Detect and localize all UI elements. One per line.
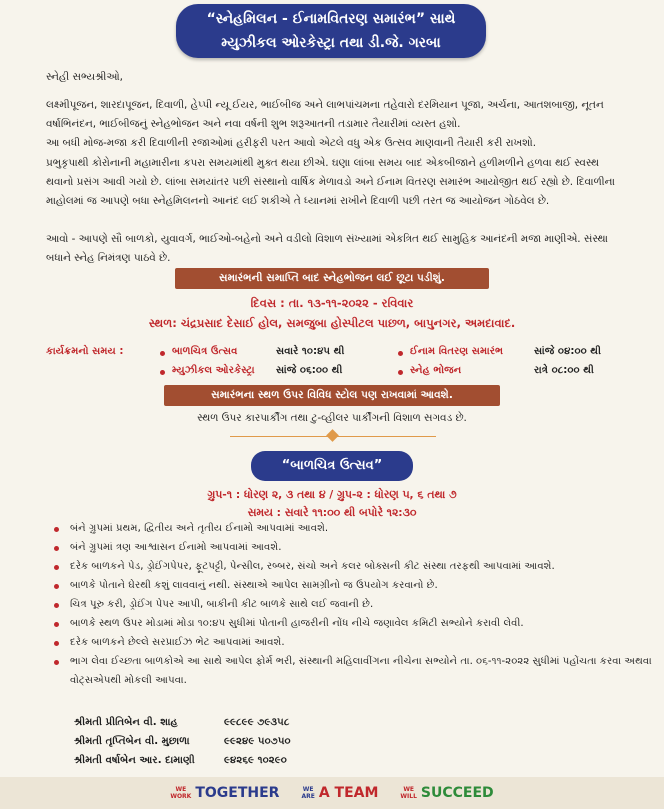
rule-item: બંને ગ્રુપમાં પ્રથમ, દ્વિતીય અને તૃતીય ઈનામો આપવામાં આવશે. <box>52 519 652 538</box>
date-line: દિવસ : તા. ૧૩-૧૧-૨૦૨૨ - રવિવાર <box>250 296 414 310</box>
time-line: સમય : સવારે ૧૧:૦૦ થી બપોરે ૧૨:૩૦ <box>247 506 417 519</box>
program-item-name: મ્યુઝીકલ ઓરકેસ્ટ્રા <box>172 365 255 376</box>
program-bullet <box>160 351 165 356</box>
contact-row <box>74 732 291 751</box>
contacts-list <box>74 713 291 770</box>
program-bullet <box>398 370 403 375</box>
rule-item: ચિત્ર પૂરુ કરી, ડ્રોઈંગ પેપર આપી, બાકીની કીટ બાળકે સાથે લઈ જવાની છે. <box>52 595 652 614</box>
rule-item: ભાગ લેવા ઈચ્છતા બાળકોએ આ સાથે આપેલ ફોર્મ ભરી, સંસ્થાની મહિલાવીંગના નીચેના સભ્યોને તા. ૦૬-૧૧-૨૦૨૨ સુધીમાં પહોંચતા કરવા અથવા વોટ્સએપથી મોકલી આપવા. <box>52 652 652 690</box>
program-item-time: સાંજે ૦૪:૦૦ થી <box>534 346 601 357</box>
notice-bar: સમારંભની સમાપ્તિ બાદ સ્નેહભોજન લઈ છૂટા પડીશું. <box>175 268 489 289</box>
program-bullet <box>160 370 165 375</box>
stall-bar: સમારંભના સ્થળ ઉપર વિવિધ સ્ટોલ પણ રાખવામાં આવશે. <box>164 385 500 406</box>
rule-item: દરેક બાળકને છેલ્લે સરપ્રાઈઝ ભેટ આપવામાં આવશે. <box>52 633 652 652</box>
program-item-time: સાંજે ૦૬:૦૦ થી <box>276 365 343 376</box>
contact-name: શ્રીમતી તૃપ્તિબેન વી. મુછાળા <box>74 736 190 747</box>
program-bullet <box>398 351 403 356</box>
slogan-small-word: WE <box>175 786 187 793</box>
title-line-2: મ્યુઝીકલ ઓરકેસ્ટ્રા તથા ડી.જે. ગરબા <box>221 35 441 51</box>
title-banner <box>176 4 486 58</box>
venue-line: સ્થળ: ચંદ્રપ્રસાદ દેસાઈ હોલ, સમજુબા હોસ્પીટલ પાછળ, બાપુનગર, અમદાવાદ. <box>148 316 516 330</box>
program-item-name: ઈનામ વિતરણ સમારંભ <box>410 346 504 357</box>
rules-list <box>52 519 652 690</box>
slogan-small-word: WILL <box>400 793 417 800</box>
slogan-small-word: WE <box>302 786 314 793</box>
groups-line: ગ્રુપ-૧ : ધોરણ ૨, ૩ તથા ૪ / ગ્રુપ-૨ : ધોરણ ૫, ૬ તથા ૭ <box>207 488 457 501</box>
contact-row <box>74 713 291 732</box>
paragraph-3: પ્રભુકૃપાથી કોરોનાની મહામારીના કપરા સમયમાંથી મુક્ત થયા છીએ. ઘણા લાંબા સમય બાદ એકબીજાને હળીમળીને હળવા થઈ સ્વસ્થ થવાનો પ્રસંગ આવી ગયો છે. લાંબા સમયાંતર પછી સંસ્થાનો વાર્ષિક મેળાવડો અને ઈનામ વિતરણ સમારંભ આયોજીત થઈ રહ્યો છે. દિવાળીના માહોલમાં જ આપણે બધા સ્નેહમિલનનો આનંદ લઈ શકીએ તે ધ્યાનમાં રાખીને દિવાળી પછી તરત જ આયોજન ગોઠવેલ છે. <box>46 157 615 207</box>
slogan-together <box>170 785 279 801</box>
footer-slogans <box>0 777 664 809</box>
subtitle-banner: “બાળચિત્ર ઉત્સવ” <box>251 451 413 481</box>
divider-diamond <box>326 429 339 442</box>
slogan-small-word: WE <box>403 786 415 793</box>
contact-phone: ૯૪૨૬૯ ૧૦૨૯૦ <box>224 755 287 766</box>
title-line-1: “સ્નેહમિલન - ઈનામવિતરણ સમારંભ” સાથે <box>206 11 456 27</box>
contact-row <box>74 751 291 770</box>
slogan-big-word: A TEAM <box>318 785 379 801</box>
paragraph-2: આ બધી મોજ-મજા કરી દિવાળીની રજાઓમાં હરીફરી પરત આવો એટલે વધુ એક ઉત્સવ માણવાની તૈયારી કરી રાખશો. <box>46 137 537 149</box>
parking-line: સ્થળ ઉપર કારપાર્કીંગ તથા ટુ-વ્હીલર પાર્કીંગની વિશાળ સગવડ છે. <box>197 412 467 424</box>
paragraph-1: લક્ષ્મીપૂજન, શારદાપૂજન, દિવાળી, હેપ્પી ન્યૂ ઈયર, ભાઈબીજ અને લાભપાંચમના તહેવારો દરમિયાન પૂજા, અર્ચના, આતશબાજી, નૂતન વર્ષાભિનંદન, ભાઈબીજનું સ્નેહભોજન અને નવા વર્ષની શુભ શરૂઆતની તડામાર તૈયારીમાં વ્યસ્ત હશો. <box>46 99 604 130</box>
contact-name: શ્રીમતી પ્રીતિબેન વી. શાહ <box>74 717 178 728</box>
program-item-name: સ્નેહ ભોજન <box>410 365 462 376</box>
slogan-team <box>301 785 378 801</box>
contact-phone: ૯૯૮૯૯ ૭૯૩૫૮ <box>224 717 290 728</box>
program-item-time: સવારે ૧૦:૪૫ થી <box>276 346 345 357</box>
rule-item: બંને ગ્રુપમાં ત્રણ આશ્વાસન ઈનામો આપવામાં આવશે. <box>52 538 652 557</box>
contact-phone: ૯૯૨૪૯ ૫૦૭૫૦ <box>224 736 291 747</box>
rule-item: દરેક બાળકને પેડ, ડ્રોઈંગપેપર, ફૂટપટ્ટી, પેન્સીલ, રબ્બર, સંચો અને કલર બોક્સની કીટ સંસ્થા તરફથી આપવામાં આવશે. <box>52 557 652 576</box>
slogan-small-word: WORK <box>170 793 192 800</box>
slogan-small-word: ARE <box>301 793 315 800</box>
contact-name: શ્રીમતી વર્ષાબેન આર. દામાણી <box>74 755 195 766</box>
rule-item: બાળકે પોતાને ઘેરથી કશું લાવવાનું નથી. સંસ્થાએ આપેલ સામગ્રીનો જ ઉપયોગ કરવાનો છે. <box>52 576 652 595</box>
paragraph-4: આવો - આપણે સૌ બાળકો, યુવાવર્ગ, ભાઈઓ-બહેનો અને વડીલો વિશાળ સંખ્યામાં એકત્રિત થઈ સામુહિક આનંદની મજા માણીએ. સંસ્થા બધાને સ્નેહ નિમંત્રણ પાઠવે છે. <box>46 233 608 264</box>
greeting: સ્નેહી સભ્યશ્રીઓ, <box>46 71 123 83</box>
slogan-big-word: SUCCEED <box>420 785 494 801</box>
slogan-succeed <box>400 785 493 801</box>
rule-item: બાળકે સ્થળ ઉપર મોડામાં મોડા ૧૦:૪૫ સુધીમાં પોતાની હાજરીની નોંધ નીચે જણાવેલ કમિટી સભ્યોને કરાવી લેવી. <box>52 614 652 633</box>
slogan-big-word: TOGETHER <box>195 785 280 801</box>
program-item-time: રાત્રે ૦૮:૦૦ થી <box>534 365 594 376</box>
program-label: કાર્યક્રમનો સમય : <box>46 346 124 357</box>
program-item-name: બાળચિત્ર ઉત્સવ <box>172 346 238 357</box>
